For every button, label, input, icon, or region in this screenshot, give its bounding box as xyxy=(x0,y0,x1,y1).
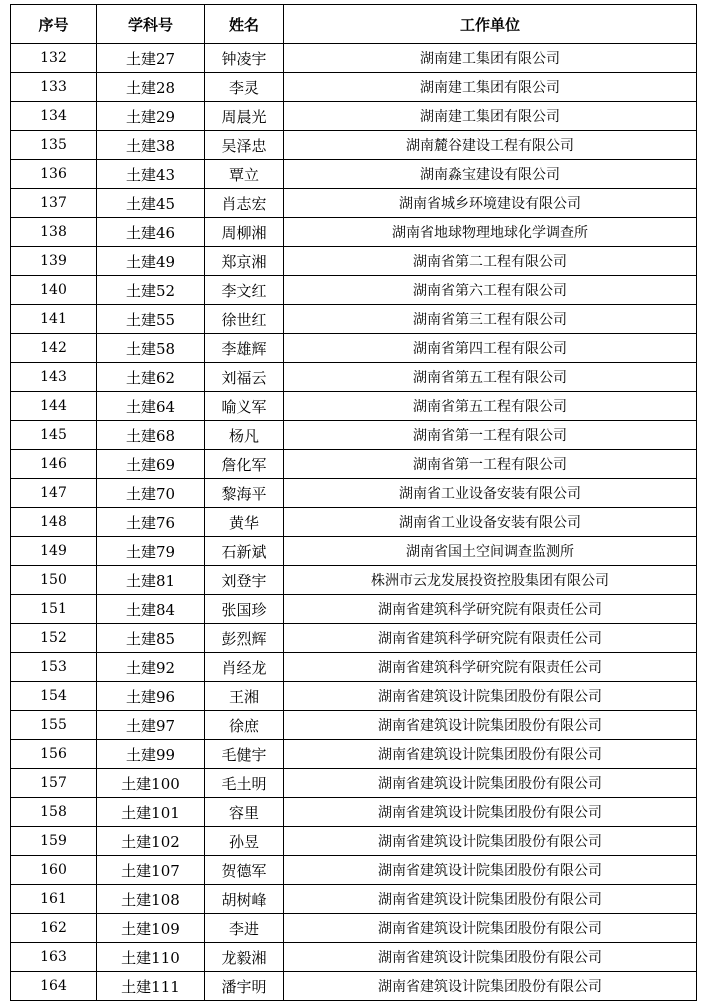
table-row xyxy=(11,479,697,508)
cell-seq: 143 xyxy=(11,363,97,392)
cell-unit: 湖南省第一工程有限公司 xyxy=(284,421,697,450)
table-row xyxy=(11,566,697,595)
cell-name: 潘宇明 xyxy=(205,972,284,1001)
roster-table xyxy=(10,4,697,1001)
table-row xyxy=(11,943,697,972)
cell-seq: 138 xyxy=(11,218,97,247)
cell-seq: 148 xyxy=(11,508,97,537)
cell-name: 石新斌 xyxy=(205,537,284,566)
header-name: 姓名 xyxy=(205,5,284,44)
table-row xyxy=(11,682,697,711)
cell-subject: 土建69 xyxy=(97,450,205,479)
cell-unit: 湖南省建筑科学研究院有限责任公司 xyxy=(284,595,697,624)
cell-subject: 土建55 xyxy=(97,305,205,334)
cell-unit: 湖南省建筑设计院集团股份有限公司 xyxy=(284,711,697,740)
cell-name: 肖志宏 xyxy=(205,189,284,218)
document-page xyxy=(10,4,697,1001)
cell-subject: 土建92 xyxy=(97,653,205,682)
cell-seq: 151 xyxy=(11,595,97,624)
cell-name: 李灵 xyxy=(205,73,284,102)
cell-unit: 湖南省第三工程有限公司 xyxy=(284,305,697,334)
table-row xyxy=(11,827,697,856)
table-body xyxy=(11,44,697,1001)
table-row xyxy=(11,856,697,885)
cell-seq: 146 xyxy=(11,450,97,479)
cell-subject: 土建70 xyxy=(97,479,205,508)
cell-unit: 湖南省第一工程有限公司 xyxy=(284,450,697,479)
cell-subject: 土建46 xyxy=(97,218,205,247)
cell-subject: 土建76 xyxy=(97,508,205,537)
cell-unit: 湖南省地球物理地球化学调查所 xyxy=(284,218,697,247)
cell-unit: 湖南省第六工程有限公司 xyxy=(284,276,697,305)
cell-subject: 土建64 xyxy=(97,392,205,421)
cell-unit: 湖南淼宝建设有限公司 xyxy=(284,160,697,189)
cell-name: 黄华 xyxy=(205,508,284,537)
cell-subject: 土建109 xyxy=(97,914,205,943)
cell-unit: 湖南省建筑设计院集团股份有限公司 xyxy=(284,856,697,885)
cell-unit: 湖南省建筑设计院集团股份有限公司 xyxy=(284,798,697,827)
table-row xyxy=(11,247,697,276)
cell-subject: 土建101 xyxy=(97,798,205,827)
cell-unit: 湖南省建筑设计院集团股份有限公司 xyxy=(284,769,697,798)
table-row xyxy=(11,885,697,914)
cell-seq: 139 xyxy=(11,247,97,276)
cell-unit: 湖南省第四工程有限公司 xyxy=(284,334,697,363)
cell-name: 孙昱 xyxy=(205,827,284,856)
cell-unit: 湖南省城乡环境建设有限公司 xyxy=(284,189,697,218)
cell-seq: 149 xyxy=(11,537,97,566)
cell-unit: 湖南省建筑设计院集团股份有限公司 xyxy=(284,682,697,711)
cell-subject: 土建111 xyxy=(97,972,205,1001)
cell-name: 彭烈辉 xyxy=(205,624,284,653)
cell-seq: 162 xyxy=(11,914,97,943)
cell-name: 龙毅湘 xyxy=(205,943,284,972)
cell-seq: 157 xyxy=(11,769,97,798)
cell-seq: 158 xyxy=(11,798,97,827)
cell-subject: 土建96 xyxy=(97,682,205,711)
cell-seq: 155 xyxy=(11,711,97,740)
cell-seq: 141 xyxy=(11,305,97,334)
cell-unit: 湖南建工集团有限公司 xyxy=(284,73,697,102)
cell-name: 黎海平 xyxy=(205,479,284,508)
table-row xyxy=(11,334,697,363)
cell-unit: 湖南省第二工程有限公司 xyxy=(284,247,697,276)
table-row xyxy=(11,508,697,537)
cell-name: 李雄辉 xyxy=(205,334,284,363)
cell-name: 肖经龙 xyxy=(205,653,284,682)
table-row xyxy=(11,218,697,247)
table-row xyxy=(11,972,697,1001)
cell-name: 李进 xyxy=(205,914,284,943)
table-row xyxy=(11,450,697,479)
cell-subject: 土建27 xyxy=(97,44,205,73)
cell-name: 郑京湘 xyxy=(205,247,284,276)
cell-name: 刘登宇 xyxy=(205,566,284,595)
table-row xyxy=(11,73,697,102)
cell-unit: 湖南省建筑设计院集团股份有限公司 xyxy=(284,827,697,856)
cell-seq: 145 xyxy=(11,421,97,450)
cell-seq: 147 xyxy=(11,479,97,508)
cell-seq: 133 xyxy=(11,73,97,102)
cell-name: 周晨光 xyxy=(205,102,284,131)
table-row xyxy=(11,305,697,334)
cell-unit: 湖南省建筑设计院集团股份有限公司 xyxy=(284,740,697,769)
cell-subject: 土建107 xyxy=(97,856,205,885)
cell-subject: 土建43 xyxy=(97,160,205,189)
table-header-row xyxy=(11,5,697,44)
cell-name: 毛健宇 xyxy=(205,740,284,769)
table-row xyxy=(11,914,697,943)
cell-seq: 163 xyxy=(11,943,97,972)
cell-name: 李文红 xyxy=(205,276,284,305)
cell-subject: 土建85 xyxy=(97,624,205,653)
cell-name: 杨凡 xyxy=(205,421,284,450)
cell-seq: 159 xyxy=(11,827,97,856)
cell-seq: 161 xyxy=(11,885,97,914)
table-row xyxy=(11,102,697,131)
table-row xyxy=(11,44,697,73)
cell-name: 胡树峰 xyxy=(205,885,284,914)
table-row xyxy=(11,160,697,189)
cell-unit: 湖南省建筑设计院集团股份有限公司 xyxy=(284,943,697,972)
cell-name: 贺德军 xyxy=(205,856,284,885)
table-row xyxy=(11,653,697,682)
table-row xyxy=(11,363,697,392)
cell-unit: 湖南省建筑设计院集团股份有限公司 xyxy=(284,914,697,943)
cell-unit: 湖南省建筑设计院集团股份有限公司 xyxy=(284,972,697,1001)
cell-seq: 152 xyxy=(11,624,97,653)
table-row xyxy=(11,131,697,160)
header-subject: 学科号 xyxy=(97,5,205,44)
header-seq: 序号 xyxy=(11,5,97,44)
cell-seq: 160 xyxy=(11,856,97,885)
cell-unit: 湖南省建筑科学研究院有限责任公司 xyxy=(284,653,697,682)
cell-name: 容里 xyxy=(205,798,284,827)
cell-subject: 土建49 xyxy=(97,247,205,276)
cell-subject: 土建38 xyxy=(97,131,205,160)
cell-name: 徐世红 xyxy=(205,305,284,334)
cell-subject: 土建97 xyxy=(97,711,205,740)
cell-name: 覃立 xyxy=(205,160,284,189)
cell-subject: 土建79 xyxy=(97,537,205,566)
cell-subject: 土建108 xyxy=(97,885,205,914)
cell-name: 毛土明 xyxy=(205,769,284,798)
table-row xyxy=(11,624,697,653)
cell-unit: 湖南省国土空间调查监测所 xyxy=(284,537,697,566)
table-row xyxy=(11,276,697,305)
cell-name: 刘福云 xyxy=(205,363,284,392)
cell-name: 钟凌宇 xyxy=(205,44,284,73)
cell-name: 徐庶 xyxy=(205,711,284,740)
cell-seq: 137 xyxy=(11,189,97,218)
table-row xyxy=(11,798,697,827)
cell-subject: 土建62 xyxy=(97,363,205,392)
table-row xyxy=(11,769,697,798)
cell-unit: 湖南省工业设备安装有限公司 xyxy=(284,479,697,508)
cell-subject: 土建58 xyxy=(97,334,205,363)
cell-name: 张国珍 xyxy=(205,595,284,624)
table-row xyxy=(11,740,697,769)
cell-seq: 153 xyxy=(11,653,97,682)
cell-subject: 土建45 xyxy=(97,189,205,218)
table-row xyxy=(11,189,697,218)
cell-name: 王湘 xyxy=(205,682,284,711)
cell-seq: 154 xyxy=(11,682,97,711)
cell-subject: 土建52 xyxy=(97,276,205,305)
cell-seq: 135 xyxy=(11,131,97,160)
cell-unit: 湖南省建筑设计院集团股份有限公司 xyxy=(284,885,697,914)
cell-subject: 土建28 xyxy=(97,73,205,102)
cell-seq: 134 xyxy=(11,102,97,131)
cell-seq: 150 xyxy=(11,566,97,595)
cell-seq: 164 xyxy=(11,972,97,1001)
cell-name: 吴泽忠 xyxy=(205,131,284,160)
cell-subject: 土建29 xyxy=(97,102,205,131)
cell-name: 喻义军 xyxy=(205,392,284,421)
cell-subject: 土建68 xyxy=(97,421,205,450)
cell-seq: 142 xyxy=(11,334,97,363)
cell-subject: 土建99 xyxy=(97,740,205,769)
cell-unit: 湖南省建筑科学研究院有限责任公司 xyxy=(284,624,697,653)
table-row xyxy=(11,595,697,624)
cell-seq: 156 xyxy=(11,740,97,769)
cell-subject: 土建100 xyxy=(97,769,205,798)
cell-unit: 湖南省第五工程有限公司 xyxy=(284,392,697,421)
cell-unit: 湖南省第五工程有限公司 xyxy=(284,363,697,392)
cell-seq: 144 xyxy=(11,392,97,421)
header-unit: 工作单位 xyxy=(284,5,697,44)
cell-unit: 湖南建工集团有限公司 xyxy=(284,102,697,131)
cell-seq: 136 xyxy=(11,160,97,189)
table-row xyxy=(11,392,697,421)
cell-unit: 湖南麓谷建设工程有限公司 xyxy=(284,131,697,160)
cell-seq: 140 xyxy=(11,276,97,305)
cell-unit: 湖南建工集团有限公司 xyxy=(284,44,697,73)
table-row xyxy=(11,421,697,450)
table-row xyxy=(11,537,697,566)
cell-unit: 湖南省工业设备安装有限公司 xyxy=(284,508,697,537)
cell-name: 周柳湘 xyxy=(205,218,284,247)
cell-seq: 132 xyxy=(11,44,97,73)
cell-name: 詹化军 xyxy=(205,450,284,479)
cell-subject: 土建110 xyxy=(97,943,205,972)
cell-subject: 土建84 xyxy=(97,595,205,624)
cell-subject: 土建81 xyxy=(97,566,205,595)
table-row xyxy=(11,711,697,740)
cell-subject: 土建102 xyxy=(97,827,205,856)
cell-unit: 株洲市云龙发展投资控股集团有限公司 xyxy=(284,566,697,595)
